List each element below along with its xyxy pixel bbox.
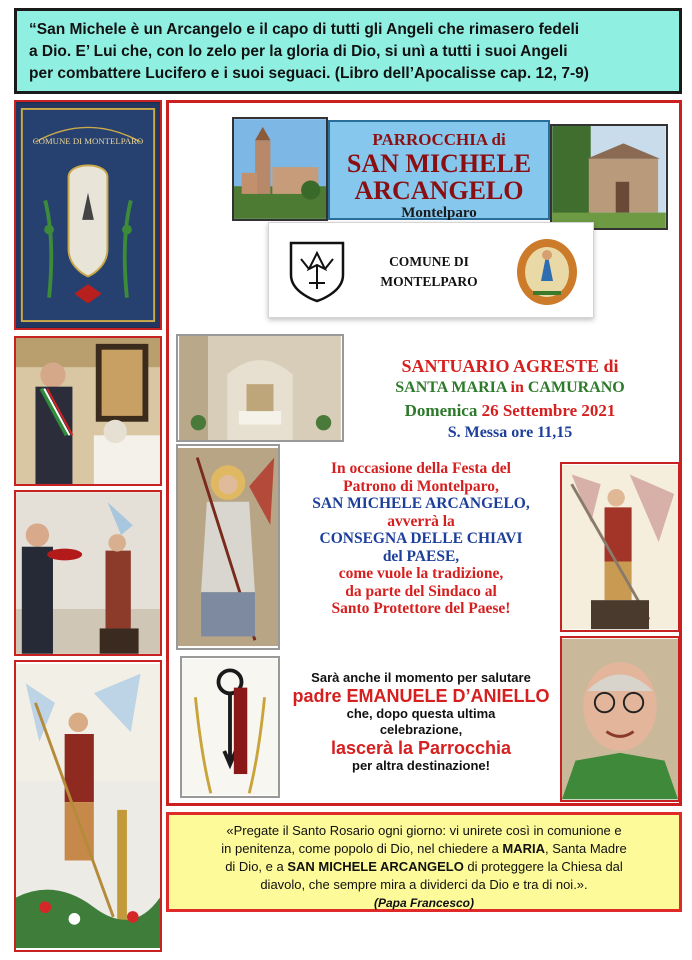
top-quote-line: per combattere Lucifero e i suoi seguaci. (Libro dell’Apocalisse cap. 12, 7-9) bbox=[29, 65, 589, 82]
church-tower-photo bbox=[232, 117, 328, 221]
keys-photo bbox=[180, 656, 280, 798]
santuario-mass-time: S. Messa ore 11,15 bbox=[447, 424, 573, 441]
place-part: in bbox=[506, 379, 528, 396]
festa-line: del PAESE, bbox=[382, 547, 460, 565]
festa-announcement bbox=[282, 460, 560, 618]
place-part: CAMURANO bbox=[527, 379, 625, 396]
festa-line: Patrono di Montelparo, bbox=[343, 477, 499, 495]
priest-name: padre EMANUELE D’ANIELLO bbox=[292, 686, 550, 706]
church-tower-image bbox=[234, 119, 326, 219]
quote-part: di Dio, e a bbox=[225, 859, 288, 874]
comune-line: COMUNE DI bbox=[389, 254, 469, 269]
farewell-line: che, dopo questa ultima bbox=[346, 706, 496, 721]
quote-line bbox=[179, 858, 669, 876]
farewell-announcement bbox=[290, 670, 552, 774]
statue-with-sword-photo bbox=[560, 462, 680, 632]
parish-label: PARROCCHIA di bbox=[372, 130, 506, 149]
quote-part: , Santa Madre bbox=[545, 841, 627, 856]
country-church-image bbox=[552, 126, 666, 228]
quote-emphasis: MARIA bbox=[502, 841, 546, 856]
saint-michael-statue-image bbox=[16, 662, 160, 950]
fresco-image bbox=[178, 446, 278, 648]
parish-title-box bbox=[328, 120, 550, 220]
top-quote-line: a Dio. E’ Lui che, con lo zelo per la gloria di Dio, si unì a tutti i suoi Angeli bbox=[29, 43, 568, 60]
santuario-date bbox=[350, 399, 670, 422]
bottom-quote-box bbox=[166, 812, 682, 912]
country-church-photo bbox=[550, 124, 668, 230]
farewell-line: lascerà la Parrocchia bbox=[330, 738, 512, 758]
comune-line: MONTELPARO bbox=[380, 274, 478, 289]
statue-with-sword-image bbox=[562, 464, 678, 630]
quote-part: in penitenza, come popolo di Dio, nel chiedere a bbox=[221, 841, 503, 856]
date-part: 26 Settembre 2021 bbox=[481, 401, 616, 420]
parish-name-line: SAN MICHELE bbox=[346, 149, 532, 178]
top-quote-banner bbox=[14, 8, 682, 94]
santuario-announcement bbox=[350, 355, 670, 444]
priest-portrait-image bbox=[562, 638, 678, 800]
priest-portrait-photo bbox=[560, 636, 680, 802]
parish-town: Montelparo bbox=[401, 205, 477, 221]
quote-line bbox=[179, 840, 669, 858]
farewell-line: Sarà anche il momento per salutare bbox=[311, 670, 531, 685]
keys-image bbox=[182, 658, 278, 796]
keys-ceremony-photo bbox=[14, 490, 162, 656]
fresco-photo bbox=[176, 444, 280, 650]
santuario-interior-image bbox=[178, 336, 342, 440]
festa-line: SAN MICHELE ARCANGELO, bbox=[312, 495, 530, 512]
mayor-photo bbox=[14, 336, 162, 486]
place-part: SANTA MARIA bbox=[395, 379, 507, 396]
quote-line: «Pregate il Santo Rosario ogni giorno: vi unirete così in comunione e bbox=[226, 823, 622, 838]
farewell-line: celebrazione, bbox=[379, 722, 463, 737]
top-quote-line: “San Michele è un Arcangelo e il capo di tutti gli Angeli che rimasero fedeli bbox=[29, 21, 580, 38]
municipal-banner-image bbox=[16, 102, 160, 328]
parish-name-line: ARCANGELO bbox=[354, 176, 524, 205]
mayor-image bbox=[16, 338, 160, 484]
banner-caption: COMUNE DI MONTELPARO bbox=[32, 135, 144, 146]
saint-michael-statue-photo bbox=[14, 660, 162, 952]
santuario-title: SANTUARIO AGRESTE di bbox=[401, 356, 619, 376]
santuario-interior-photo bbox=[176, 334, 344, 442]
farewell-line: per altra destinazione! bbox=[352, 758, 490, 773]
festa-line: Santo Protettore del Paese! bbox=[331, 600, 511, 617]
date-part: Domenica bbox=[404, 401, 482, 420]
quote-emphasis: SAN MICHELE ARCANGELO bbox=[287, 859, 464, 874]
festa-line: In occasione della Festa del bbox=[331, 460, 511, 477]
santuario-place bbox=[350, 377, 670, 399]
festa-line: avverrà la bbox=[387, 512, 455, 530]
comune-shield-icon bbox=[287, 239, 347, 305]
comune-title bbox=[366, 252, 492, 292]
festa-line: come vuole la tradizione, bbox=[338, 565, 504, 582]
municipal-banner-photo bbox=[14, 100, 162, 330]
festa-line: da parte del Sindaco al bbox=[345, 582, 497, 600]
ceramic-plate-icon bbox=[515, 237, 579, 307]
festa-line: CONSEGNA DELLE CHIAVI bbox=[319, 530, 523, 547]
keys-ceremony-image bbox=[16, 492, 160, 654]
quote-part: di proteggere la Chiesa dal bbox=[463, 859, 623, 874]
quote-author: (Papa Francesco) bbox=[373, 896, 475, 910]
quote-line: diavolo, che sempre mira a dividerci da Dio e tra di noi.». bbox=[260, 877, 588, 892]
